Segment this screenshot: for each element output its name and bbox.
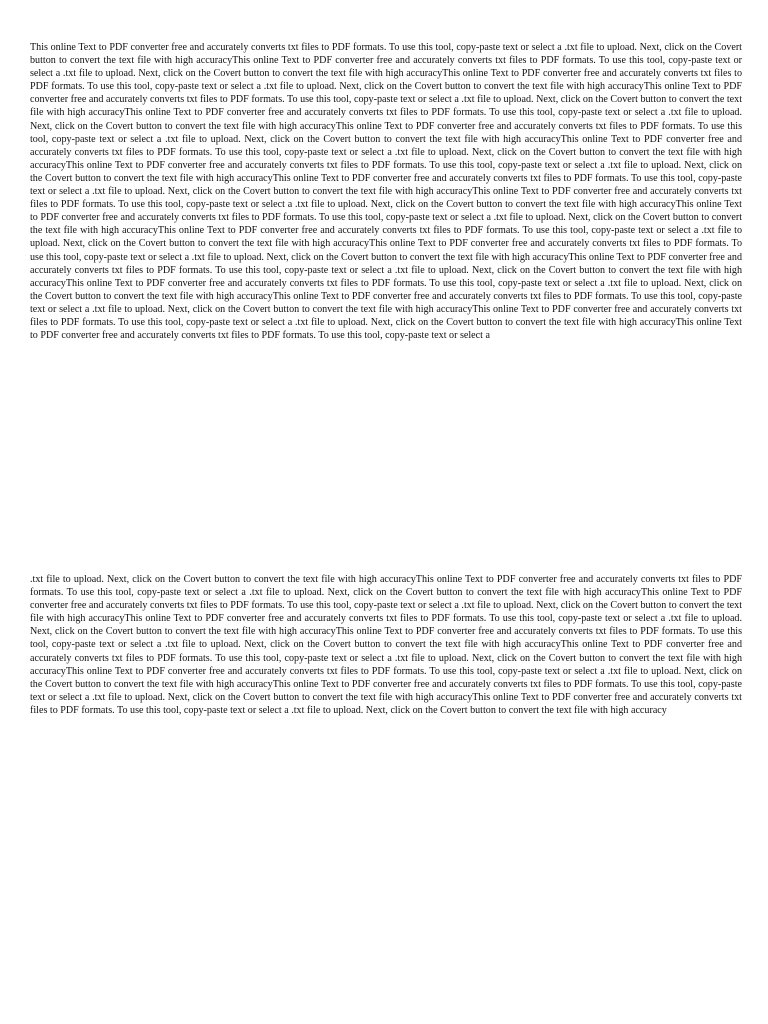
body-paragraph-2: .txt file to upload. Next, click on the Covert button to convert the text file with high accuracyThis online Text to PDF converter free and accurately converts txt files to PDF formats. To use this tool, copy-paste text or select a .txt file to upload. Next, click on the Covert button to convert the text file with high accuracyThis online Text to PDF converter free and accurately converts txt files to PDF formats. To use this tool, copy-paste text or select a .txt file to upload. Next, click on the Covert button to convert the text file with high accuracyThis online Text to PDF converter free and accurately converts txt files to PDF formats. To use this tool, copy-paste text or select a .txt file to upload. Next, click on the Covert button to convert the text file with high accuracyThis online Text to PDF converter free and accurately converts txt files to PDF formats. To use this tool, copy-paste text or select a .txt file to upload. Next, click on the Covert button to convert the text file with high accuracyThis online Text to PDF converter free and accurately converts txt files to PDF formats. To use this tool, copy-paste text or select a .txt file to upload. Next, click on the Covert button to convert the text file with high accuracyThis online Text to PDF converter free and accurately converts txt files to PDF formats. To use this tool, copy-paste text or select a .txt file to upload. Next, click on the Covert button to convert the text file with high accuracyThis online Text to PDF converter free and accurately converts txt files to PDF formats. To use this tool, copy-paste text or select a .txt file to upload. Next, click on the Covert button to convert the text file with high accuracyThis online Text to PDF converter free and accurately converts txt files to PDF formats. To use this tool, copy-paste text or select a .txt file to upload. Next, click on the Covert button to convert the text file with high accuracy (30, 574, 742, 716)
body-paragraph-1: This online Text to PDF converter free and accurately converts txt files to PDF formats. To use this tool, copy-paste text or select a .txt file to upload. Next, click on the Covert button to convert the text file with high accuracyThis online Text to PDF converter free and accurately converts txt files to PDF formats. To use this tool, copy-paste text or select a .txt file to upload. Next, click on the Covert button to convert the text file with high accuracyThis online Text to PDF converter free and accurately converts txt files to PDF formats. To use this tool, copy-paste text or select a .txt file to upload. Next, click on the Covert button to convert the text file with high accuracyThis online Text to PDF converter free and accurately converts txt files to PDF formats. To use this tool, copy-paste text or select a .txt file to upload. Next, click on the Covert button to convert the text file with high accuracyThis online Text to PDF converter free and accurately converts txt files to PDF formats. To use this tool, copy-paste text or select a .txt file to upload. Next, click on the Covert button to convert the text file with high accuracyThis online Text to PDF converter free and accurately converts txt files to PDF formats. To use this tool, copy-paste text or select a .txt file to upload. Next, click on the Covert button to convert the text file with high accuracyThis online Text to PDF converter free and accurately converts txt files to PDF formats. To use this tool, copy-paste text or select a .txt file to upload. Next, click on the Covert button to convert the text file with high accuracyThis online Text to PDF converter free and accurately converts txt files to PDF formats. To use this tool, copy-paste text or select a .txt file to upload. Next, click on the Covert button to convert the text file with high accuracyThis online Text to PDF converter free and accurately converts txt files to PDF formats. To use this tool, copy-paste text or select a .txt file to upload. Next, click on the Covert button to convert the text file with high accuracyThis online Text to PDF converter free and accurately converts txt files to PDF formats. To use this tool, copy-paste text or select a .txt file to upload. Next, click on the Covert button to convert the text file with high accuracyThis online Text to PDF converter free and accurately converts txt files to PDF formats. To use this tool, copy-paste text or select a .txt file to upload. Next, click on the Covert button to convert the text file with high accuracyThis online Text to PDF converter free and accurately converts txt files to PDF formats. To use this tool, copy-paste text or select a .txt file to upload. Next, click on the Covert button to convert the text file with high accuracyThis online Text to PDF converter free and accurately converts txt files to PDF formats. To use this tool, copy-paste text or select a .txt file to upload. Next, click on the Covert button to convert the text file with high accuracyThis online Text to PDF converter free and accurately converts txt files to PDF formats. To use this tool, copy-paste text or select a .txt file to upload. Next, click on the Covert button to convert the text file with high accuracyThis online Text to PDF converter free and accurately converts txt files to PDF formats. To use this tool, copy-paste text or select a .txt file to upload. Next, click on the Covert button to convert the text file with high accuracyThis online Text to PDF converter free and accurately converts txt files to PDF formats. To use this tool, copy-paste text or select a .txt file to upload. Next, click on the Covert button to convert the text file with high accuracyThis online Text to PDF converter free and accurately converts txt files to PDF formats. To use this tool, copy-paste text or select a .txt file to upload. Next, click on the Covert button to convert the text file with high accuracyThis online Text to PDF converter free and accurately converts txt files to PDF formats. To use this tool, copy-paste text or select a (30, 42, 742, 342)
